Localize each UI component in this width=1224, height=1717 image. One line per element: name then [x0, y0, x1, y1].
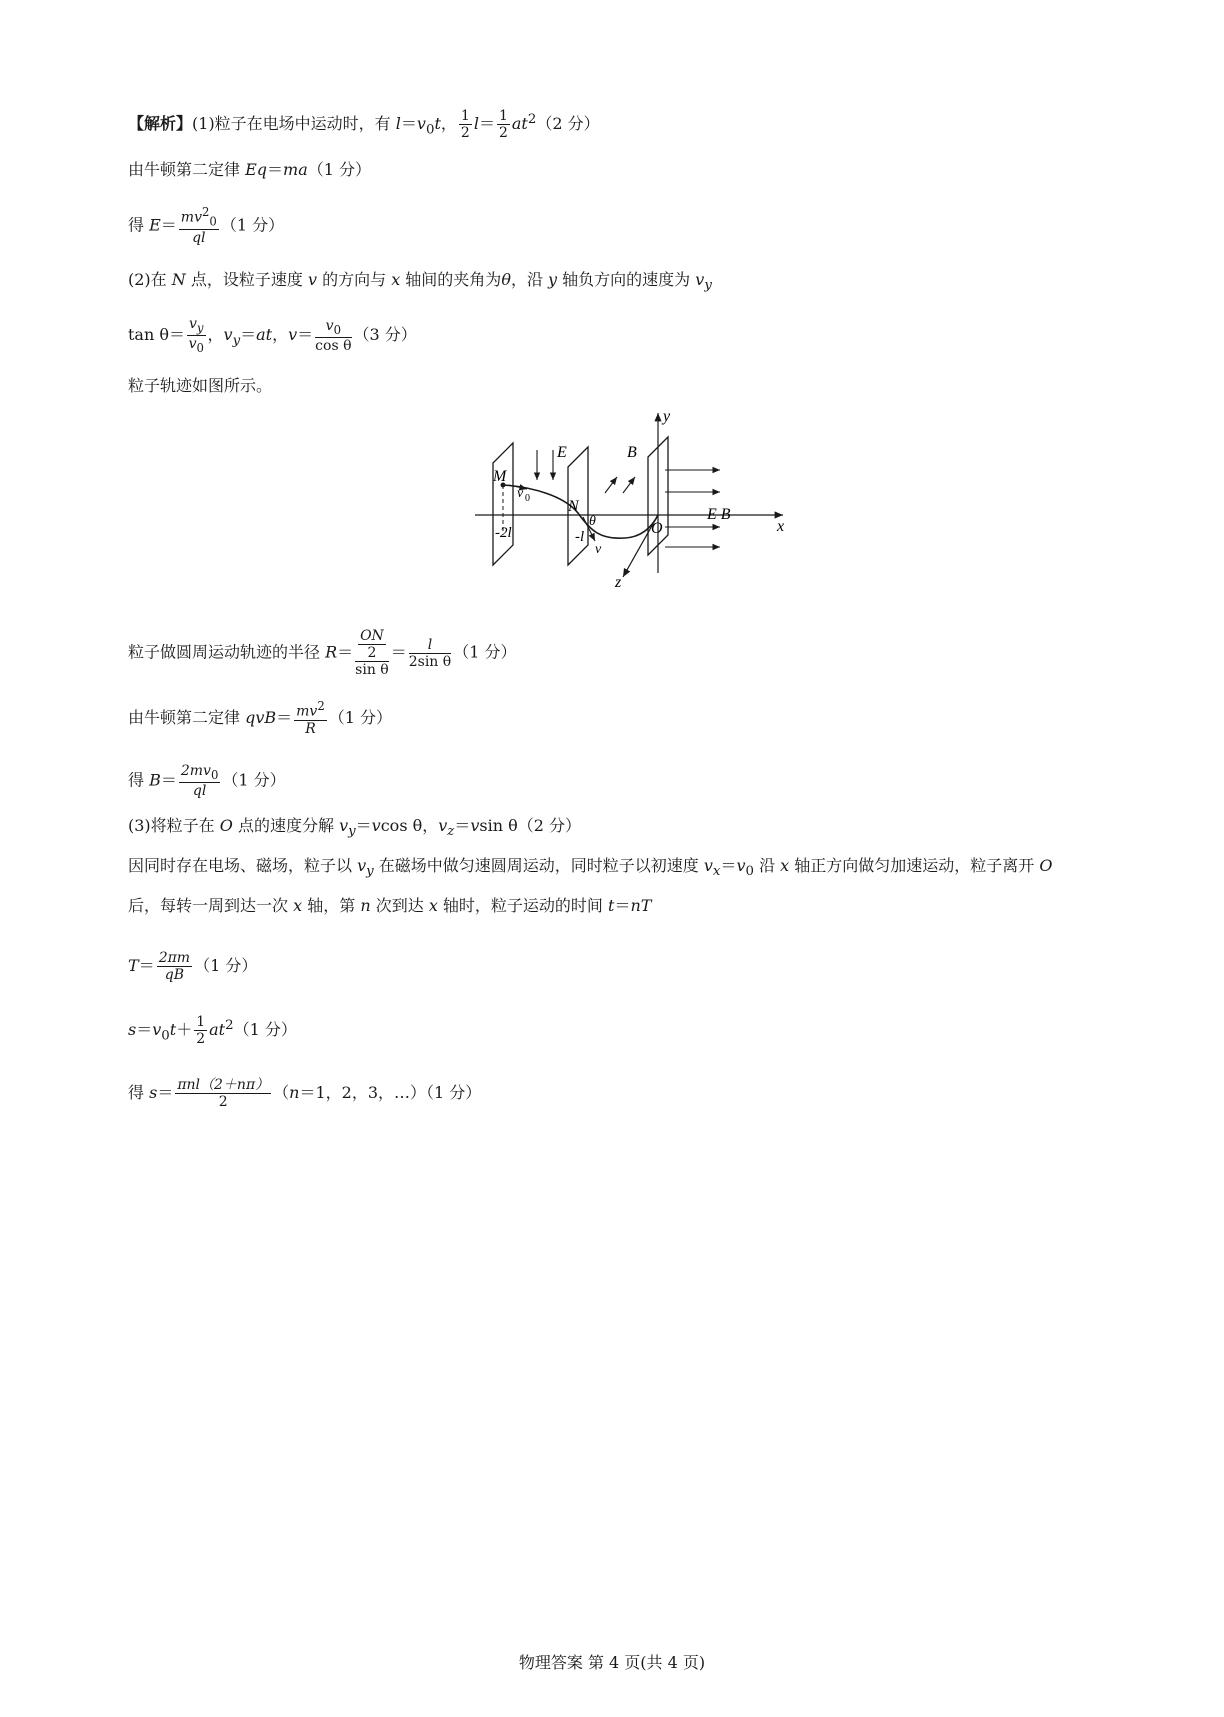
svg-text:x: x [777, 518, 785, 535]
line-result-B: 得 B＝ $\frac{2mv_0}{ql}$ （1 分） [128, 763, 286, 800]
fraction: $\frac{l}{\text{2sin θ}}$ [408, 636, 452, 670]
svg-text:θ: θ [589, 514, 596, 529]
line-displacement: $s=v_0t+$ $\frac{1}{2}$ $at^2(1$ 分） [128, 1014, 297, 1048]
line-newton-1: 由牛顿第二定律 Eq＝ma（1 分） [128, 160, 372, 179]
svg-text:E: E [557, 444, 567, 461]
fraction: $\frac{\frac{ON}{2}}{\text{sin θ}}$ [355, 628, 389, 679]
svg-text:y: y [663, 408, 671, 425]
fraction: $\frac{2\pi m}{qB}$ [158, 950, 191, 984]
fraction: $\frac{mv^2_0}{ql}$ [180, 205, 217, 246]
fraction: $\frac{1}{2}$ [196, 1014, 206, 1048]
fraction: $\frac{2mv_0}{ql}$ [180, 763, 219, 800]
analysis-heading: 【解析】 [128, 114, 193, 134]
fraction: $\frac{v_y}{v_0}$ [188, 316, 204, 356]
svg-text:M: M [493, 468, 507, 485]
line-motion-desc: 因同时存在电场、磁场，粒子以 $v_y$ 在磁场中做匀速圆周运动，同时粒子以初速度 $v_x=v_0$ 沿 x 轴正方向做匀加速运动，粒子离开 O [128, 856, 1053, 880]
svg-text:0: 0 [525, 493, 530, 504]
svg-text:E B: E B [707, 506, 731, 523]
fraction: $\frac{1}{2}$ [460, 108, 470, 142]
fraction: $\frac{v_0}{\text{cos θ}}$ [315, 317, 352, 354]
line-result-E: 得 E＝ $\frac{mv^2_0}{ql}$ （1 分） [128, 205, 285, 246]
line-part3: (3)将粒子在 O 点的速度分解 $v_y=vcos$ θ，$v_z=vsin$ θ（2 分） [128, 816, 582, 840]
svg-text:v: v [595, 542, 602, 557]
plate-left [493, 443, 513, 565]
line-radius: 粒子做圆周运动轨迹的半径 R＝ $\frac{\frac{ON}{2}}{\text{sin θ}}$ ＝ $\frac{l}{\text{2sin θ}}$ （1 分） [128, 628, 517, 679]
line-part1: 【解析】(1)粒子在电场中运动时，有 $l=v_0t$， $\frac{1}{2}$ l＝ $\frac{1}{2}$ $at^2(2$ 分） [128, 108, 600, 142]
svg-text:z: z [615, 574, 622, 591]
svg-text:N: N [568, 498, 579, 515]
line-trajectory-caption: 粒子轨迹如图所示。 [128, 376, 273, 395]
line-tan: tan θ＝ $\frac{v_y}{v_0}$ ，$v_y=at$，v＝ $\frac{v_0}{\text{cos θ}}$ （3 分） [128, 316, 417, 356]
line-motion-desc-2: 后，每转一周到达一次 x 轴，第 n 次到达 x 轴时，粒子运动的时间 t＝nT [128, 896, 652, 915]
svg-text:O: O [651, 520, 663, 537]
line-period: T＝ $\frac{2\pi m}{qB}$ （1 分） [128, 950, 258, 984]
line-result-s: 得 s＝ $\frac{\text{πnl（2＋nπ）}}{2}$ （n＝1，2，3，…）（1 分） [128, 1077, 482, 1111]
svg-text:v: v [517, 486, 524, 501]
line-newton-2: 由牛顿第二定律 qvB＝ $\frac{mv^2}{R}$ （1 分） [128, 699, 393, 737]
svg-text:B: B [627, 444, 637, 461]
fraction: $\frac{1}{2}$ [498, 108, 508, 142]
trajectory-figure [465, 405, 795, 595]
fraction: $\frac{mv^2}{R}$ [296, 699, 325, 737]
line-part2: (2)在 N 点，设粒子速度 v 的方向与 x 轴间的夹角为θ，沿 y 轴负方向的速度为 $v_y$ [128, 270, 712, 294]
fraction: $\frac{\text{πnl（2＋nπ）}}{2}$ [177, 1077, 270, 1111]
svg-text:-2l: -2l [495, 525, 512, 541]
page-footer: 物理答案 第 4 页(共 4 页) [518, 1653, 706, 1672]
svg-text:-l: -l [575, 529, 585, 545]
